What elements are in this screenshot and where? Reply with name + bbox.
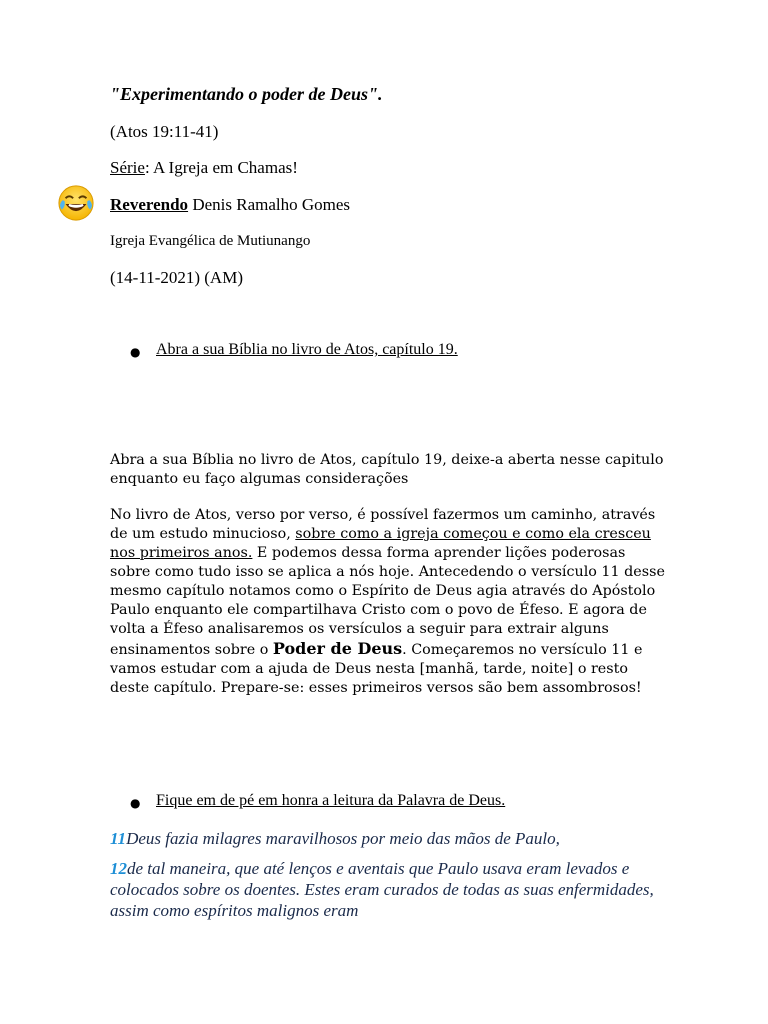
series-line (110, 158, 298, 178)
verse-12 (110, 858, 670, 921)
paragraph-context-bold: Poder de Deus (272, 639, 403, 658)
paragraph-context-part-a: No livro de Atos, verso por verso, é possível fazermos um caminho, através de um estudo minucioso, (110, 507, 656, 542)
verse-11 (110, 828, 670, 849)
paragraph-context (110, 506, 670, 698)
bullet-open-bible: Abra a sua Bíblia no livro de Atos, capítulo 19. (156, 341, 458, 358)
verse-number: 11 (110, 829, 127, 848)
verse-text: Deus fazia milagres maravilhosos por meio das mãos de Paulo, (126, 829, 560, 848)
series-value: : A Igreja em Chamas! (144, 158, 298, 177)
series-label: Série (110, 158, 145, 177)
reverend-name: Denis Ramalho Gomes (188, 195, 351, 214)
paragraph-context-underlined: sobre como a igreja começou e como ela cresceu nos primeiros anos. (110, 526, 651, 561)
verse-number: 12 (110, 859, 127, 878)
church-name: Igreja Evangélica de Mutiunango (110, 233, 311, 249)
paragraph-context-part-b: E podemos dessa forma aprender lições poderosas sobre como tudo isso se aplica a nós hoje. Antecedendo o versículo 11 desse mesmo capítulo notamos como o Espírito de Deus agia através do Apóstolo Paulo enquanto ele compartilhava Cristo com o povo de Éfeso. E agora de volta a Éfeso analisaremos os versículos a seguir para extrair alguns ensinamentos sobre o (110, 545, 665, 658)
paragraph-intro: Abra a sua Bíblia no livro de Atos, capítulo 19, deixe-a aberta nesse capitulo enquanto eu faço algumas considerações (110, 452, 664, 487)
scripture-reference: (Atos 19:11-41) (110, 122, 219, 141)
sermon-title: "Experimentando o poder de Deus". (110, 84, 383, 104)
reverend-line (110, 195, 350, 215)
bullet-dot: ● (130, 796, 141, 810)
paragraph-context-part-c: . Começaremos no versículo 11 e vamos estudar com a ajuda de Deus nesta [manhã, tarde, noite] o resto deste capítulo. Prepare-se: esses primeiros versos são bem assombrosos! (110, 642, 643, 696)
bullet-dot: ● (130, 345, 141, 359)
reverend-label: Reverendo (110, 195, 189, 214)
verse-text: de tal maneira, que até lenços e aventais que Paulo usava eram levados e colocados sobre os doentes. Estes eram curados de todas as suas enfermidades, assim como espíritos malignos eram (110, 859, 654, 920)
sermon-date: (14-11-2021) (AM) (110, 268, 243, 287)
bullet-stand-up: Fique em de pé em honra a leitura da Palavra de Deus. (156, 792, 506, 809)
tears-of-joy-emoji-icon (57, 184, 95, 222)
